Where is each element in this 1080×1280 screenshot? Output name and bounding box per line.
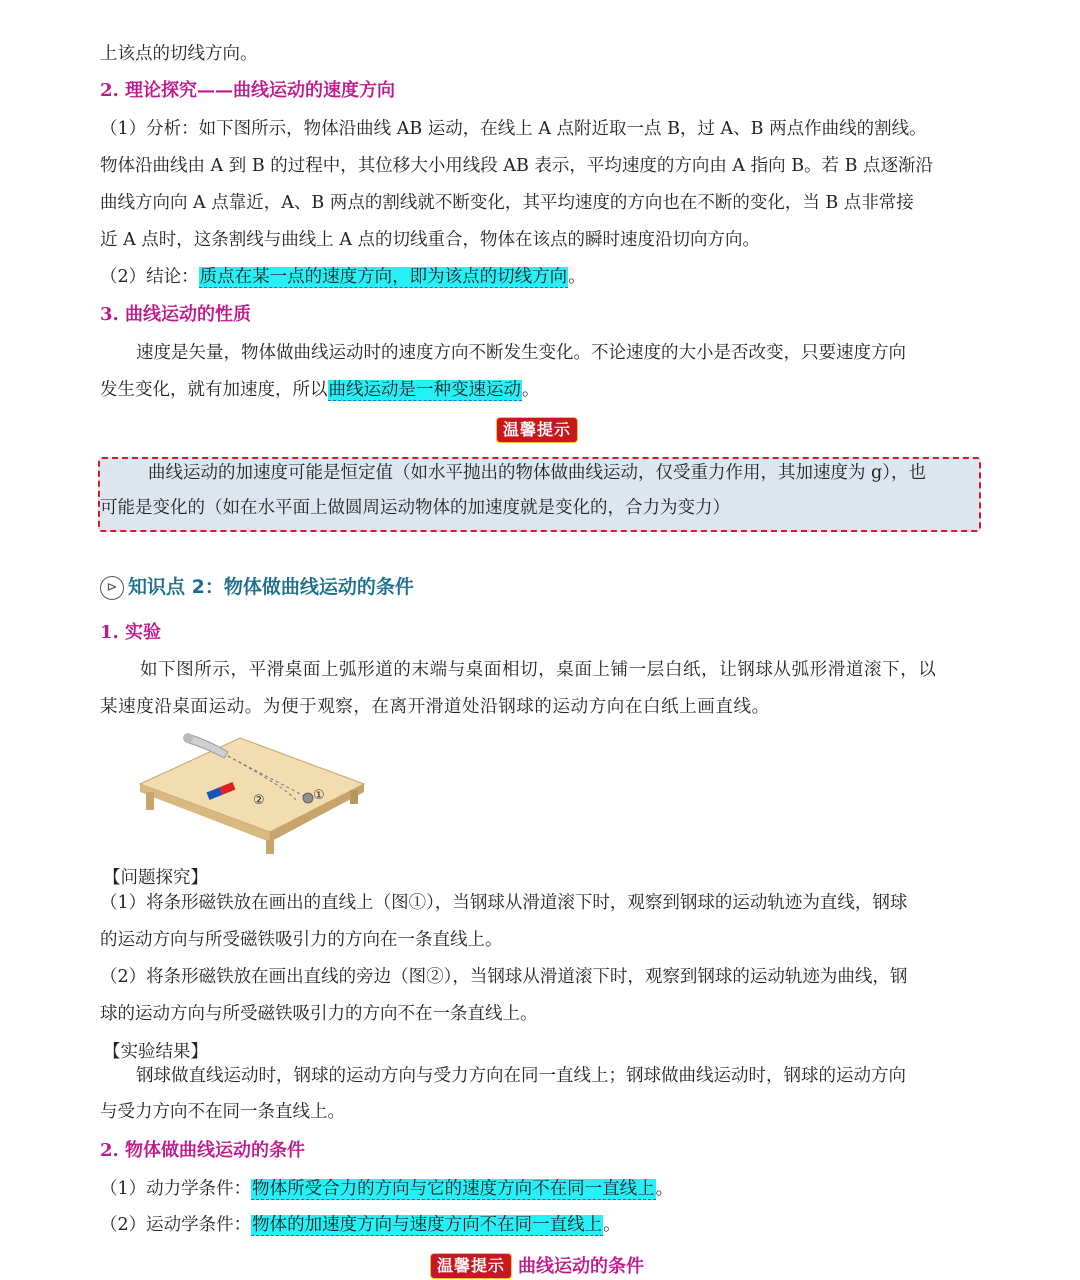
knowledge-point-heading xyxy=(100,572,414,600)
tip-badge: 温馨提示 xyxy=(430,1253,512,1279)
highlight-text: 物体所受合力的方向与它的速度方向不在同一直线上 xyxy=(252,1179,655,1199)
text-span: （2）结论： xyxy=(100,267,199,287)
text-line: （1）将条形磁铁放在画出的直线上（图①），当钢球从滑道滚下时，观察到钢球的运动轨迹为直线，钢球 xyxy=(100,893,908,913)
text-span: 。 xyxy=(655,1179,674,1199)
subheading: 【实验结果】 xyxy=(103,1042,208,1062)
text-span: 。 xyxy=(568,267,586,287)
text-line: 物体沿曲线由 A 到 B 的过程中，其位移大小用线段 AB 表示，平均速度的方向由 A 指向 B。若 B 点逐渐沿 xyxy=(100,156,934,176)
text-line: 某速度沿桌面运动。为便于观察，在离开滑道处沿钢球的运动方向在白纸上画直线。 xyxy=(100,697,770,717)
text-line: 速度是矢量，物体做曲线运动时的速度方向不断发生变化。不论速度的大小是否改变，只要速度方向 xyxy=(136,343,906,363)
section-heading: 1. 实验 xyxy=(100,622,162,643)
text-line: 曲线方向向 A 点靠近，A、B 两点的割线就不断变化，其平均速度的方向也在不断的变化，当 B 点非常接 xyxy=(100,193,914,213)
text-span: 发生变化，就有加速度，所以 xyxy=(100,380,328,400)
table-leg xyxy=(146,792,154,810)
text-line: （2）将条形磁铁放在画出直线的旁边（图②），当钢球从滑道滚下时，观察到钢球的运动轨迹为曲线，钢 xyxy=(100,967,908,987)
section-heading: 3. 曲线运动的性质 xyxy=(100,304,252,325)
table-leg xyxy=(266,840,274,854)
tip-text: 曲线运动的加速度可能是恒定值（如水平抛出的物体做曲线运动，仅受重力作用，其加速度为 g），也 xyxy=(148,463,927,483)
text-line: 近 A 点时，这条割线与曲线上 A 点的切线重合，物体在该点的瞬时速度沿切向方向。 xyxy=(100,230,761,250)
figure-label-1: ① xyxy=(313,788,325,803)
table-top xyxy=(140,738,364,832)
experiment-figure xyxy=(136,728,368,856)
steel-ball xyxy=(303,793,313,803)
section-heading: 2. 物体做曲线运动的条件 xyxy=(100,1140,306,1161)
subheading: 【问题探究】 xyxy=(103,868,208,888)
table-leg xyxy=(350,790,358,804)
text-span: （2）运动学条件： xyxy=(100,1215,252,1235)
section-heading: 2. 理论探究——曲线运动的速度方向 xyxy=(100,80,396,101)
condition-line xyxy=(100,1212,621,1238)
figure-label-2: ② xyxy=(253,793,265,808)
highlight-text: 质点在某一点的速度方向，即为该点的切线方向 xyxy=(199,267,568,287)
knowledge-point-title: 知识点 2：物体做曲线运动的条件 xyxy=(128,576,414,598)
text-line: 如下图所示，平滑桌面上弧形道的末端与桌面相切，桌面上铺一层白纸，让钢球从弧形滑道滚下，以 xyxy=(140,660,937,680)
text-line: 上该点的切线方向。 xyxy=(100,44,258,64)
play-circle-icon: ⊳ xyxy=(100,576,124,600)
text-span: 。 xyxy=(522,380,540,400)
highlight-text: 物体的加速度方向与速度方向不在同一直线上 xyxy=(252,1215,603,1235)
text-span: 。 xyxy=(603,1215,621,1235)
tip-title: 曲线运动的条件 xyxy=(518,1256,644,1277)
text-line: 的运动方向与所受磁铁吸引力的方向在一条直线上。 xyxy=(100,930,503,950)
text-line xyxy=(100,377,540,403)
tip-badge: 温馨提示 xyxy=(496,417,578,443)
condition-line xyxy=(100,1176,673,1202)
conclusion-line xyxy=(100,264,586,290)
text-span: （1）动力学条件： xyxy=(100,1179,252,1199)
text-line: 球的运动方向与所受磁铁吸引力的方向不在一条直线上。 xyxy=(100,1004,538,1024)
text-line: 钢球做直线运动时，钢球的运动方向与受力方向在同一直线上；钢球做曲线运动时，钢球的运动方向 xyxy=(136,1066,906,1086)
tip-text: 可能是变化的（如在水平面上做圆周运动物体的加速度就是变化的，合力为变力） xyxy=(100,498,730,518)
ramp-end xyxy=(183,733,193,743)
text-line: 与受力方向不在同一条直线上。 xyxy=(100,1102,345,1122)
highlight-text: 曲线运动是一种变速运动 xyxy=(328,380,521,400)
text-line: （1）分析：如下图所示，物体沿曲线 AB 运动，在线上 A 点附近取一点 B，过 A、B 两点作曲线的割线。 xyxy=(100,119,927,139)
